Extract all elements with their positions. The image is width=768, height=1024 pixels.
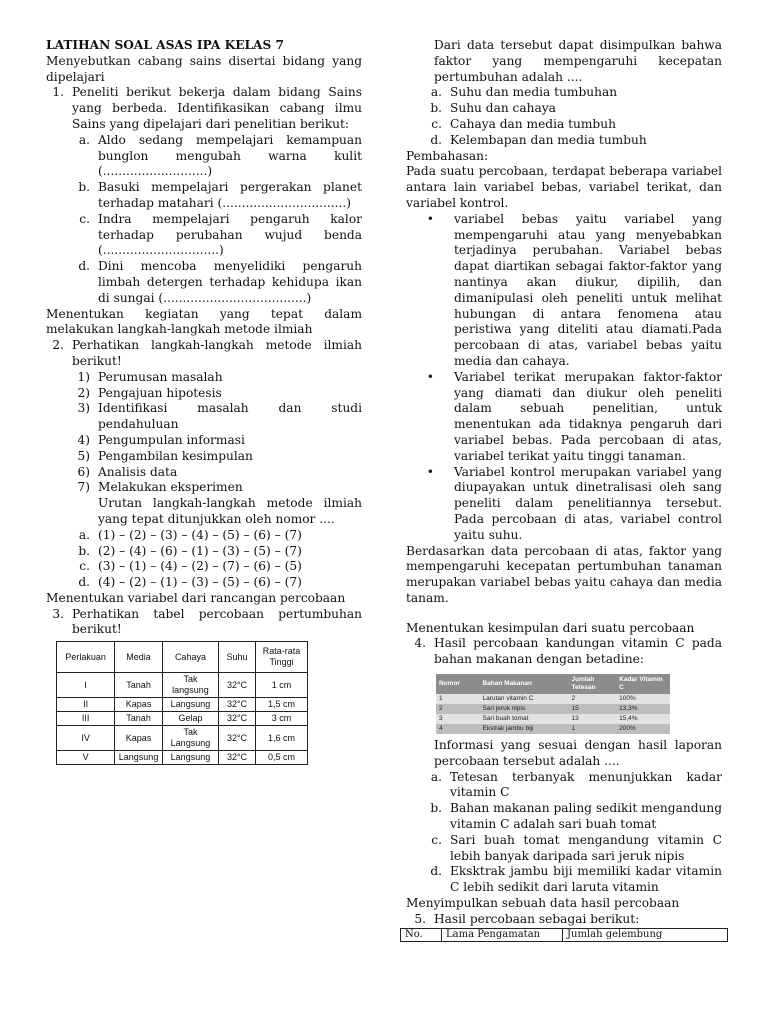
option-text: Aldo sedang mempelajari kemampuan bunglon mengubah warna kulit (...........................) xyxy=(98,132,362,179)
option-c xyxy=(72,559,362,575)
option-a xyxy=(406,770,722,802)
bubble-table xyxy=(400,928,728,942)
table-cell: 15,4% xyxy=(616,714,670,724)
bullet-item xyxy=(406,465,722,544)
option-d xyxy=(72,259,362,306)
question-text: Hasil percobaan sebagai berikut: xyxy=(434,911,640,926)
table-header-cell: Bahan Makanan xyxy=(479,674,568,694)
table-cell: 1 xyxy=(569,724,617,734)
table-cell: Tanah xyxy=(115,673,163,698)
option-text: Kelembapan dan media tumbuh xyxy=(450,132,647,147)
step-text: Melakukan eksperimen xyxy=(98,480,243,495)
option-text: (3) – (1) – (4) – (2) – (7) – (6) – (5) xyxy=(98,559,302,574)
table-cell: 1,5 cm xyxy=(256,698,308,712)
table-header-cell: Perlakuan xyxy=(57,642,115,673)
step-item xyxy=(72,401,362,433)
table-cell: 32°C xyxy=(219,712,256,726)
table-cell: 13 xyxy=(569,714,617,724)
table-cell: Kapas xyxy=(115,726,163,751)
option-label: a. xyxy=(430,85,442,100)
question-number: 5. xyxy=(414,911,426,926)
question-number: 3. xyxy=(52,606,64,621)
option-label: a. xyxy=(78,132,90,147)
table-cell: Ekstrak jambu biji xyxy=(479,724,568,734)
option-label: b. xyxy=(78,180,90,195)
option-d xyxy=(406,133,722,149)
option-label: c. xyxy=(79,559,90,574)
option-label: d. xyxy=(430,864,442,879)
question-text: Perhatikan tabel percobaan pertumbuhan berikut! xyxy=(72,606,362,637)
question-2-steps xyxy=(46,370,362,591)
section-heading-3: Menentukan variabel dari rancangan percobaan xyxy=(46,590,346,605)
bullet-item xyxy=(406,370,722,465)
step-text: Perumusan masalah xyxy=(98,369,223,384)
table-row xyxy=(57,698,308,712)
table-cell: III xyxy=(57,712,115,726)
question-prompt: Informasi yang sesuai dengan hasil laporan percobaan tersebut adalah .... xyxy=(434,738,722,768)
table-cell: Langsung xyxy=(115,751,163,765)
table-cell: Sari jeruk nipis xyxy=(479,704,568,714)
option-text: Suhu dan cahaya xyxy=(450,101,556,116)
option-label: b. xyxy=(430,801,442,816)
bullet-item xyxy=(406,212,722,370)
question-number: 4. xyxy=(414,636,426,651)
question-number: 1. xyxy=(52,85,64,100)
table-row xyxy=(57,726,308,751)
step-item xyxy=(72,449,362,465)
table-cell: 2 xyxy=(569,694,617,704)
option-text: Sari buah tomat mengandung vitamin C lebih banyak daripada sari jeruk nipis xyxy=(450,832,722,863)
option-text: (2) – (4) – (6) – (1) – (3) – (5) – (7) xyxy=(98,543,302,558)
conclusion-text: Berdasarkan data percobaan di atas, faktor yang mempengaruhi kecepatan pertumbuhan tanaman merupakan variabel bebas yaitu cahaya dan media tanam. xyxy=(406,543,722,605)
table-header-cell: No. xyxy=(401,928,442,941)
table-cell: 1 xyxy=(436,694,479,704)
question-number: 2. xyxy=(52,338,64,353)
section-heading-5: Menyimpulkan sebuah data hasil percobaan xyxy=(406,896,680,911)
table-cell: 32°C xyxy=(219,698,256,712)
right-column xyxy=(406,38,722,942)
table-cell: 1 cm xyxy=(256,673,308,698)
option-text: Suhu dan media tumbuhan xyxy=(450,85,618,100)
question-1-options xyxy=(46,133,362,307)
table-cell: 32°C xyxy=(219,726,256,751)
table-header-cell: Lama Pengamatan xyxy=(442,928,563,941)
step-label: 3) xyxy=(77,401,90,416)
bullet-symbol: • xyxy=(426,369,434,384)
question-prompt: Urutan langkah-langkah metode ilmiah yang tepat ditunjukkan oleh nomor .... xyxy=(98,496,362,526)
pembahasan-intro: Pada suatu percobaan, terdapat beberapa variabel antara lain variabel bebas, variabel terikat, dan variabel kontrol. xyxy=(406,164,722,210)
option-text: Cahaya dan media tumbuh xyxy=(450,116,616,131)
question-text: Peneliti berikut bekerja dalam bidang Sains yang berbeda. Identifikasikan cabang ilmu Sains yang dipelajari dari penelitian berikut: xyxy=(72,85,362,131)
table-cell: 13,3% xyxy=(616,704,670,714)
option-label: b. xyxy=(430,101,442,116)
table-header-cell: Kadar Vitamin C xyxy=(616,674,670,694)
table-cell: Gelap xyxy=(162,712,218,726)
option-b xyxy=(72,544,362,560)
option-label: d. xyxy=(430,132,442,147)
option-a xyxy=(72,133,362,180)
table-cell: IV xyxy=(57,726,115,751)
question-3-options xyxy=(406,85,722,148)
question-5 xyxy=(406,912,722,928)
table-cell: 100% xyxy=(616,694,670,704)
option-label: a. xyxy=(430,769,442,784)
option-text: Eksktrak jambu biji memiliki kadar vitamin C lebih sedikit dari laruta vitamin xyxy=(450,864,722,895)
question-3 xyxy=(46,607,362,639)
section-heading-4: Menentukan kesimpulan dari suatu percobaan xyxy=(406,620,695,635)
table-cell: 200% xyxy=(616,724,670,734)
step-text: Analisis data xyxy=(98,464,178,479)
table-header-cell: Cahaya xyxy=(162,642,218,673)
option-a xyxy=(72,528,362,544)
table-header-row xyxy=(57,642,308,673)
table-cell: V xyxy=(57,751,115,765)
option-text: Indra mempelajari pengaruh kalor terhadap perubahan wujud benda (..............................) xyxy=(98,211,362,258)
option-text: Basuki mempelajari pergerakan planet terhadap matahari (................................) xyxy=(98,180,362,210)
bullet-symbol: • xyxy=(426,464,434,479)
table-header-cell: Jumlah gelembung xyxy=(563,928,728,941)
question-1 xyxy=(46,85,362,132)
table-cell: 32°C xyxy=(219,751,256,765)
step-text: Pengajuan hipotesis xyxy=(98,385,222,400)
table-cell: 1,6 cm xyxy=(256,726,308,751)
step-text: Identifikasi masalah dan studi pendahuluan xyxy=(98,401,362,432)
table-cell: I xyxy=(57,673,115,698)
table-row xyxy=(436,704,670,714)
step-text: Pengambilan kesimpulan xyxy=(98,448,253,463)
section-heading-2: Menentukan kegiatan yang tepat dalam melakukan langkah-langkah metode ilmiah xyxy=(46,306,362,337)
step-item xyxy=(72,465,362,481)
table-cell: Kapas xyxy=(115,698,163,712)
table-cell: 15 xyxy=(569,704,617,714)
table-row xyxy=(436,714,670,724)
table-header-row xyxy=(401,928,728,941)
option-a xyxy=(406,85,722,101)
question-4 xyxy=(406,636,722,668)
table-cell: Tanah xyxy=(115,712,163,726)
table-row xyxy=(436,724,670,734)
option-label: c. xyxy=(431,832,442,847)
step-item xyxy=(72,433,362,449)
question-text: Hasil percobaan kandungan vitamin C pada bahan makanan dengan betadine: xyxy=(434,636,722,667)
table-header-cell: Rata-rata Tinggi xyxy=(256,642,308,673)
growth-experiment-table xyxy=(56,641,308,765)
table-row xyxy=(57,673,308,698)
option-text: (1) – (2) – (3) – (4) – (5) – (6) – (7) xyxy=(98,527,302,542)
table-cell: 2 xyxy=(436,704,479,714)
table-header-cell: Suhu xyxy=(219,642,256,673)
option-text: (4) – (2) – (1) – (3) – (5) – (6) – (7) xyxy=(98,575,302,590)
left-column xyxy=(46,38,362,765)
step-label: 5) xyxy=(77,448,90,463)
bullet-text: Variabel kontrol merupakan variabel yang diupayakan untuk dinetralisasi oleh sang peneliti dalam penelitiannya tersebut. Pada percobaan di atas, variabel control yaitu suhu. xyxy=(454,464,722,542)
option-b xyxy=(72,180,362,212)
table-header-cell: Jumlah Tetesan xyxy=(569,674,617,694)
question-text: Perhatikan langkah-langkah metode ilmiah berikut! xyxy=(72,338,362,368)
step-item xyxy=(72,480,362,496)
bullet-symbol: • xyxy=(426,211,434,226)
step-label: 4) xyxy=(77,432,90,447)
table-cell: Langsung xyxy=(162,751,218,765)
table-row xyxy=(57,751,308,765)
table-header-cell: Nomor xyxy=(436,674,479,694)
table-cell: Tak langsung xyxy=(162,673,218,698)
table-header-row xyxy=(436,674,670,694)
table-cell: 32°C xyxy=(219,673,256,698)
table-row xyxy=(57,712,308,726)
section-heading-1: Menyebutkan cabang sains disertai bidang yang dipelajari xyxy=(46,53,362,84)
option-c xyxy=(406,833,722,865)
table-cell: 3 cm xyxy=(256,712,308,726)
step-label: 6) xyxy=(77,464,90,479)
table-header-cell: Media xyxy=(115,642,163,673)
option-d xyxy=(406,864,722,896)
step-label: 1) xyxy=(77,369,90,384)
step-item xyxy=(72,386,362,402)
bullet-text: Variabel terikat merupakan faktor-faktor yang diamati dan diukur oleh peneliti dalam sebuah penelitian, untuk menentukan ada tidaknya pengaruh dari variabel bebas. Pada percobaan di atas, variabel terikat yaitu tinggi tanaman. xyxy=(454,369,722,463)
step-label: 2) xyxy=(77,385,90,400)
table-row xyxy=(436,694,670,704)
option-label: b. xyxy=(78,543,90,558)
question-2 xyxy=(46,338,362,370)
option-b xyxy=(406,101,722,117)
option-label: c. xyxy=(431,116,442,131)
table-cell: II xyxy=(57,698,115,712)
table-cell: Tak Langsung xyxy=(162,726,218,751)
question-4-options xyxy=(406,770,722,896)
option-text: Bahan makanan paling sedikit mengandung vitamin C adalah sari buah tomat xyxy=(450,801,722,832)
option-text: Dini mencoba menyelidiki pengaruh limbah detergen terhadap kehidupa ikan di sungai (.....................................) xyxy=(98,259,362,305)
table-cell: 0,5 cm xyxy=(256,751,308,765)
option-label: a. xyxy=(78,527,90,542)
vitamin-c-table xyxy=(436,674,670,734)
option-c xyxy=(72,212,362,259)
step-item xyxy=(72,370,362,386)
table-cell: Larutan vitamin C xyxy=(479,694,568,704)
option-text: Tetesan terbanyak menunjukkan kadar vitamin C xyxy=(450,769,722,800)
option-d xyxy=(72,575,362,591)
table-cell: 4 xyxy=(436,724,479,734)
step-label: 7) xyxy=(77,480,90,495)
table-cell: 3 xyxy=(436,714,479,724)
option-b xyxy=(406,801,722,833)
step-text: Pengumpulan informasi xyxy=(98,432,245,447)
document-title: LATIHAN SOAL ASAS IPA KELAS 7 xyxy=(46,38,285,52)
option-label: c. xyxy=(79,211,90,226)
option-label: d. xyxy=(78,575,90,590)
option-label: d. xyxy=(78,259,90,274)
option-c xyxy=(406,117,722,133)
table-cell: Sari buah tomat xyxy=(479,714,568,724)
question-3-continuation: Dari data tersebut dapat disimpulkan bahwa faktor yang mempengaruhi kecepatan pertumbuhan adalah .... xyxy=(434,38,722,84)
table-cell: Langsung xyxy=(162,698,218,712)
pembahasan-title: Pembahasan: xyxy=(406,148,489,163)
bullet-text: variabel bebas yaitu variabel yang mempengaruhi atau yang menyebabkan terjadinya perubahan. Variabel bebas dapat diartikan sebagai faktor-faktor yang nantinya akan diukur, dipilih, dan dimanipulasi oleh peneliti untuk melihat hubungan di antara fenomena atau peristiwa yang diteliti atau diamati.Pada percobaan di atas, variabel bebas yaitu media dan cahaya. xyxy=(454,211,722,368)
